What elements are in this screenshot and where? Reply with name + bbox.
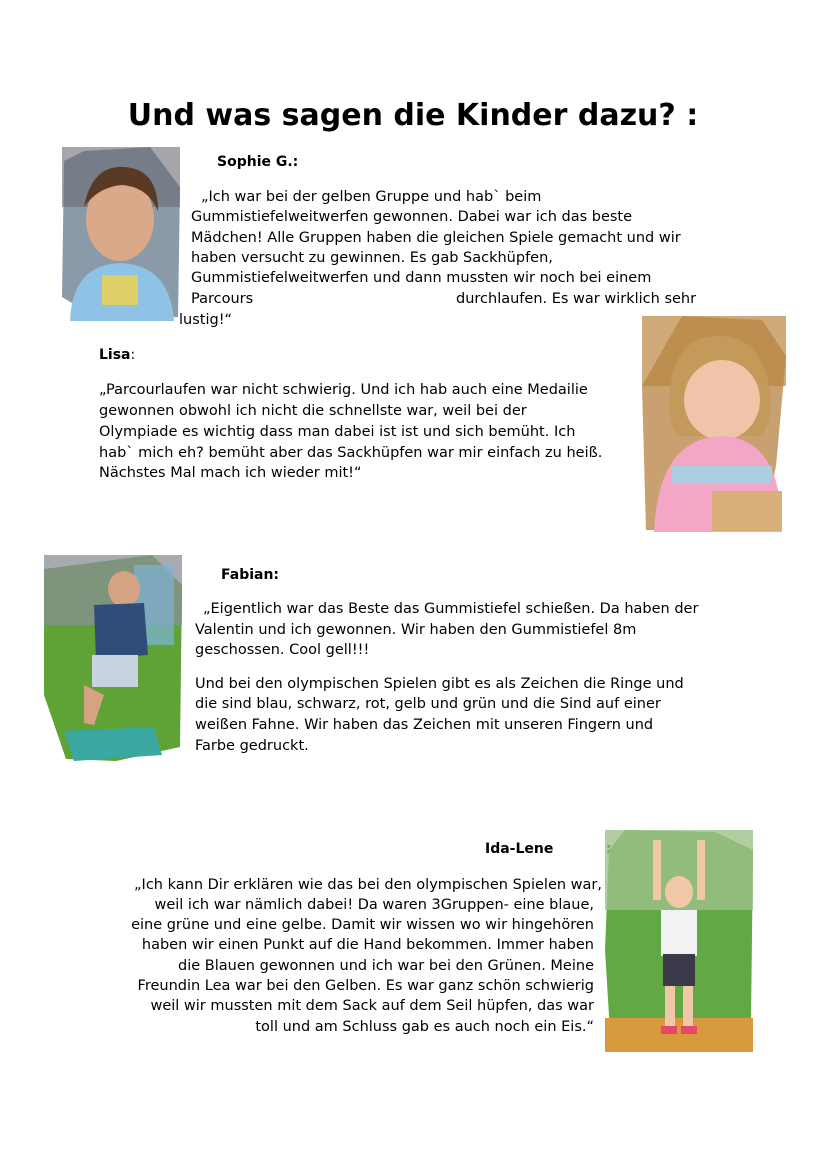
name-sophie: Sophie G.: xyxy=(217,154,299,170)
lisa-line: „Parcourlaufen war nicht schwierig. Und ich hab auch eine Medailie xyxy=(99,382,588,398)
page-title: Und was sagen die Kinder dazu? : xyxy=(127,98,699,133)
ida-line: Freundin Lea war bei den Gelben. Es war ganz schön schwierig xyxy=(137,978,594,994)
fabian-line: Und bei den olympischen Spielen gibt es als Zeichen die Ringe und xyxy=(195,676,684,692)
ida-line: weil wir mussten mit dem Sack auf dem Seil hüpfen, das war xyxy=(150,998,594,1014)
lisa-line: hab` mich eh? bemüht aber das Sackhüpfen war mir einfach zu heiß. xyxy=(99,445,603,461)
sophie-line: Mädchen! Alle Gruppen haben die gleichen Spiele gemacht und wir xyxy=(191,230,681,246)
name-fabian: Fabian: xyxy=(221,567,280,583)
photo-fabian xyxy=(44,555,182,761)
sophie-line: Gummistiefelweitwerfen gewonnen. Dabei war ich das beste xyxy=(191,209,633,225)
name-lisa xyxy=(99,347,135,363)
sophie-line: lustig!“ xyxy=(179,312,233,328)
name-ida: Ida-Lene xyxy=(485,841,554,857)
ida-line: haben wir einen Punkt auf die Hand bekommen. Immer haben xyxy=(141,937,594,953)
photo-lisa xyxy=(642,316,786,532)
lisa-line: Olympiade es wichtig dass man dabei ist ist und sich bemüht. Ich xyxy=(99,424,576,440)
sophie-line: „Ich war bei der gelben Gruppe und hab` beim xyxy=(201,189,542,205)
fabian-line: die sind blau, schwarz, rot, gelb und grün und die Sind auf einer xyxy=(195,696,661,712)
lisa-line: Nächstes Mal mach ich wieder mit!“ xyxy=(99,465,362,481)
fabian-line: Valentin und ich gewonnen. Wir haben den Gummistiefel 8m xyxy=(195,622,637,638)
photo-sophie xyxy=(62,147,180,321)
fabian-line: „Eigentlich war das Beste das Gummistiefel schießen. Da haben der xyxy=(203,601,699,617)
ida-line: eine grüne und eine gelbe. Damit wir wissen wo wir hingehören xyxy=(131,917,594,933)
lisa-line: gewonnen obwohl ich nicht die schnellste war, weil bei der xyxy=(99,403,527,419)
sophie-line: Parcours xyxy=(191,291,254,307)
photo-ida xyxy=(605,830,753,1052)
ida-line: weil ich war nämlich dabei! Da waren 3Gruppen- eine blaue, xyxy=(154,897,594,913)
ida-line: „Ich kann Dir erklären wie das bei den olympischen Spielen war, xyxy=(134,877,602,893)
ida-line: toll und am Schluss gab es auch noch ein Eis.“ xyxy=(255,1019,594,1035)
fabian-line: geschossen. Cool gell!!! xyxy=(195,642,370,658)
fabian-line: weißen Fahne. Wir haben das Zeichen mit unseren Fingern und xyxy=(195,717,654,733)
sophie-line: durchlaufen. Es war wirklich sehr xyxy=(456,291,697,307)
sophie-line: haben versucht zu gewinnen. Es gab Sackhüpfen, xyxy=(191,250,553,266)
name-lisa-text: Lisa xyxy=(99,347,131,363)
sophie-line: Gummistiefelweitwerfen und dann mussten wir noch bei einem xyxy=(191,270,652,286)
name-lisa-colon: : xyxy=(130,347,136,363)
fabian-line: Farbe gedruckt. xyxy=(195,738,309,754)
ida-line: die Blauen gewonnen und ich war bei den Grünen. Meine xyxy=(178,958,594,974)
